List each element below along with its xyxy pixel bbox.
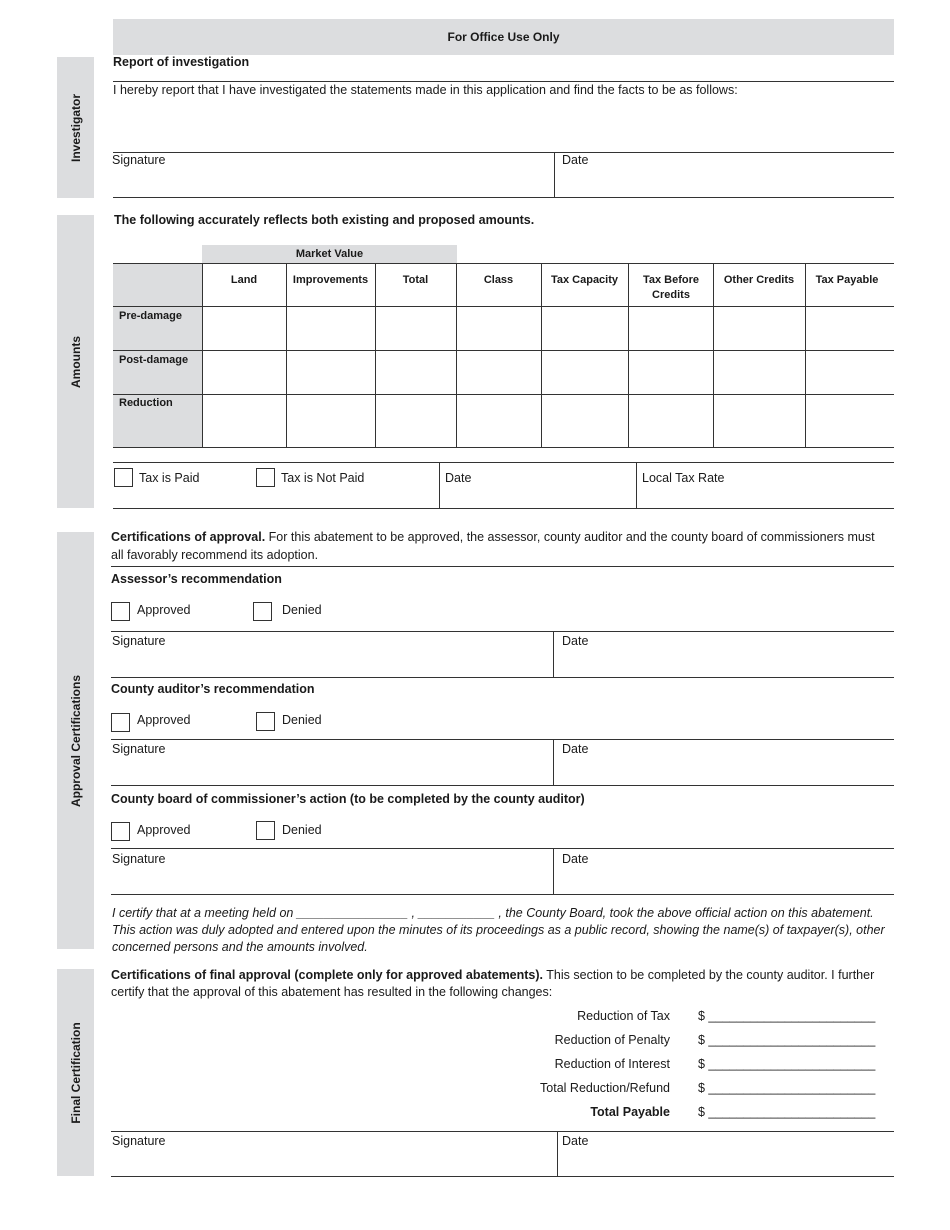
amounts-date-field[interactable]: Date: [445, 471, 472, 485]
table-line: [541, 263, 542, 448]
divider: [111, 1131, 894, 1132]
investigation-statement: I hereby report that I have investigated the statements made in this application and find the facts to be as follows:: [113, 83, 738, 97]
auditor-title: County auditor’s recommendation: [111, 682, 315, 696]
divider: [111, 894, 894, 895]
final-intro-bold: Certifications of final approval (complete only for approved abatements).: [111, 968, 544, 982]
table-line: [113, 394, 894, 395]
tax-not-paid-label: Tax is Not Paid: [281, 471, 365, 485]
amounts-intro: The following accurately reflects both existing and proposed amounts.: [114, 213, 535, 227]
table-line: [628, 263, 629, 448]
column-header-tax-before-credits: Tax Before Credits: [642, 274, 700, 301]
sidebar-final: [57, 969, 94, 1176]
table-line: [113, 306, 894, 307]
reduction-of-tax-field[interactable]: $ ________________________: [698, 1009, 876, 1023]
total-reduction-refund-label: Total Reduction/Refund: [540, 1081, 670, 1095]
table-line: [286, 263, 287, 448]
table-line: [113, 447, 894, 448]
approval-intro-text: For this abatement to be approved, the assessor, county auditor and the county board of commissioners must all favorably recommend its adoption.: [111, 530, 875, 562]
auditor-signature-field[interactable]: Signature: [112, 742, 166, 756]
divider: [111, 677, 894, 678]
board-approved-label: Approved: [137, 823, 191, 837]
column-header-tax-capacity: Tax Capacity: [550, 274, 619, 286]
divider: [636, 462, 637, 508]
row-label-pre-damage: Pre-damage: [119, 310, 182, 322]
table-line: [202, 263, 203, 448]
board-denied-label: Denied: [282, 823, 322, 837]
sidebar-investigator: [57, 57, 94, 198]
market-value-header-text: Market Value: [295, 248, 364, 260]
board-approved-checkbox[interactable]: [111, 822, 130, 841]
board-date-field[interactable]: Date: [562, 852, 589, 866]
office-use-header: [113, 19, 894, 55]
column-header-land: Land: [230, 274, 258, 286]
auditor-approved-label: Approved: [137, 713, 191, 727]
assessor-denied-checkbox[interactable]: [253, 602, 272, 621]
column-header-tax-payable: Tax Payable: [815, 274, 879, 286]
auditor-denied-checkbox[interactable]: [256, 712, 275, 731]
certify-statement: I certify that at a meeting held on ________________ , ___________ , the County Board, took the above official action on this abatement. This action was duly adopted and entered upon the minutes of its proceedings as a public record, showing the name(s) of taxpayer(s), other concerned persons and the amounts involved.: [112, 906, 885, 954]
reduction-of-penalty-field[interactable]: $ ________________________: [698, 1033, 876, 1047]
reduction-of-interest-label: Reduction of Interest: [554, 1057, 670, 1071]
office-use-header-text: For Office Use Only: [447, 30, 560, 44]
tax-paid-label: Tax is Paid: [139, 471, 200, 485]
tax-paid-checkbox[interactable]: [114, 468, 133, 487]
divider: [113, 462, 894, 463]
table-line: [713, 263, 714, 448]
divider: [557, 1131, 558, 1177]
sidebar-approval: [57, 532, 94, 949]
total-reduction-refund-field[interactable]: $ ________________________: [698, 1081, 876, 1095]
column-header-other-credits: Other Credits: [723, 274, 795, 286]
sidebar-amounts: [57, 215, 94, 508]
divider: [113, 81, 894, 82]
board-signature-field[interactable]: Signature: [112, 852, 166, 866]
board-title: County board of commissioner’s action (to be completed by the county auditor): [111, 792, 585, 806]
divider: [553, 739, 554, 785]
reduction-of-interest-field[interactable]: $ ________________________: [698, 1057, 876, 1071]
divider: [113, 508, 894, 509]
investigation-signature-field[interactable]: Signature: [112, 153, 166, 167]
auditor-denied-label: Denied: [282, 713, 322, 727]
assessor-date-field[interactable]: Date: [562, 634, 589, 648]
table-line: [375, 263, 376, 448]
final-intro: [111, 967, 906, 1001]
auditor-date-field[interactable]: Date: [562, 742, 589, 756]
divider: [554, 152, 555, 198]
investigation-date-field[interactable]: Date: [562, 153, 589, 167]
local-tax-rate-field[interactable]: Local Tax Rate: [642, 471, 725, 485]
table-line: [456, 263, 457, 448]
auditor-approved-checkbox[interactable]: [111, 713, 130, 732]
tax-not-paid-checkbox[interactable]: [256, 468, 275, 487]
approval-intro-bold: Certifications of approval.: [111, 530, 266, 544]
column-header-total: Total: [402, 274, 429, 286]
assessor-approved-checkbox[interactable]: [111, 602, 130, 621]
divider: [439, 462, 440, 508]
table-line: [113, 350, 894, 351]
divider: [111, 566, 894, 567]
total-payable-label: Total Payable: [590, 1105, 670, 1119]
divider: [111, 631, 894, 632]
reduction-of-tax-label: Reduction of Tax: [577, 1009, 670, 1023]
table-line: [805, 263, 806, 448]
final-date-field[interactable]: Date: [562, 1134, 589, 1148]
assessor-signature-field[interactable]: Signature: [112, 634, 166, 648]
sidebar-approval-label: Approval Certifications: [68, 674, 83, 807]
row-label-reduction: Reduction: [119, 397, 173, 409]
investigation-title: Report of investigation: [113, 55, 250, 69]
assessor-denied-label: Denied: [282, 603, 322, 617]
reduction-of-penalty-label: Reduction of Penalty: [554, 1033, 670, 1047]
column-header-improvements: Improvements: [292, 274, 369, 286]
sidebar-final-label: Final Certification: [68, 1021, 83, 1124]
divider: [553, 848, 554, 894]
divider: [111, 1176, 894, 1177]
final-intro-text: This section to be completed by the county auditor. I further certify that the approval of this abatement has resulted in the following changes:: [111, 968, 875, 999]
board-denied-checkbox[interactable]: [256, 821, 275, 840]
divider: [111, 739, 894, 740]
approval-intro: [111, 528, 881, 564]
table-line: [113, 263, 894, 264]
row-label-post-damage: Post-damage: [119, 354, 189, 366]
divider: [111, 848, 894, 849]
divider: [113, 197, 894, 198]
final-signature-field[interactable]: Signature: [112, 1134, 166, 1148]
assessor-title: Assessor’s recommendation: [111, 572, 282, 586]
assessor-approved-label: Approved: [137, 603, 191, 617]
sidebar-investigator-label: Investigator: [68, 93, 83, 162]
column-header-class: Class: [483, 274, 514, 286]
divider: [113, 152, 894, 153]
total-payable-field[interactable]: $ ________________________: [698, 1105, 876, 1119]
divider: [111, 785, 894, 786]
market-value-header: [202, 245, 457, 263]
sidebar-amounts-label: Amounts: [68, 335, 83, 388]
divider: [553, 631, 554, 677]
